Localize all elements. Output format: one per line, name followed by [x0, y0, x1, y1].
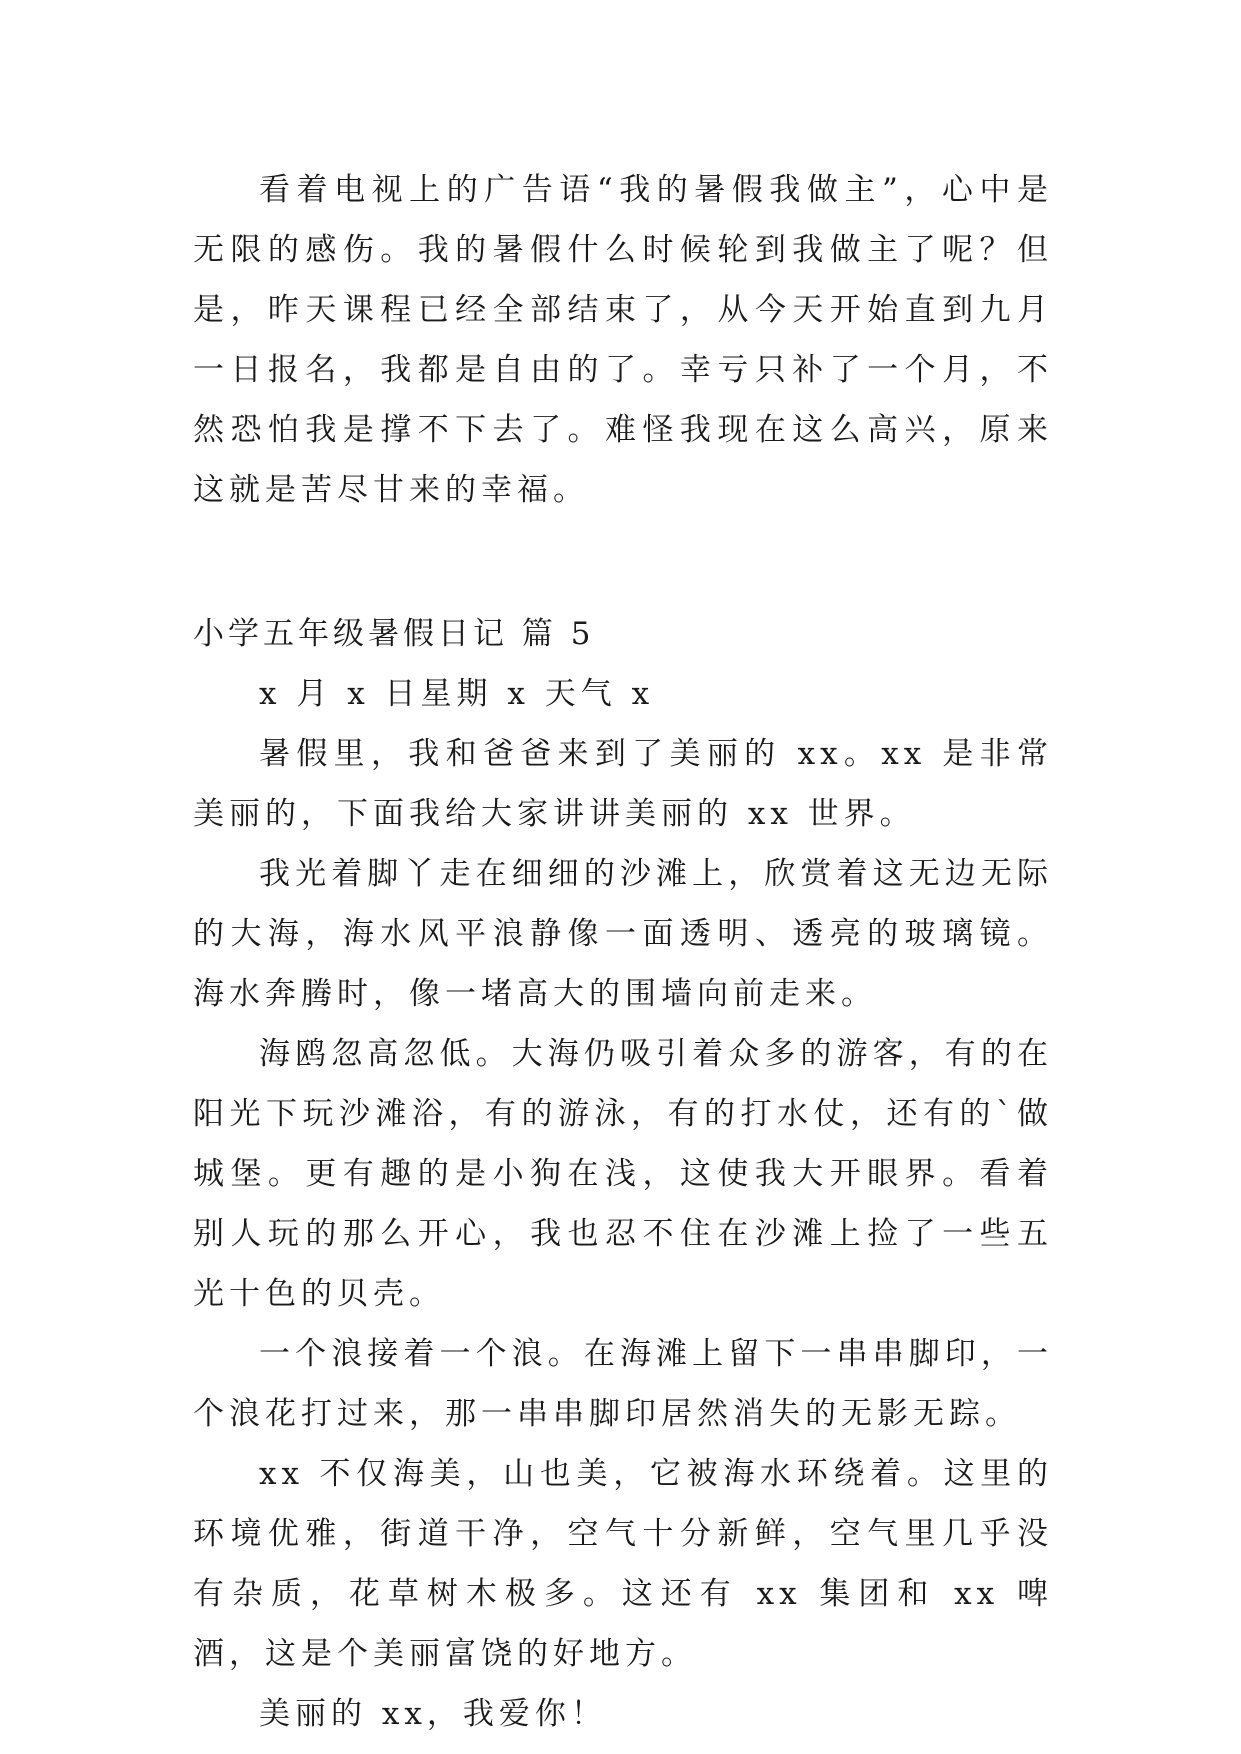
date-line: x 月 x 日星期 x 天气 x — [259, 676, 655, 712]
diary-paragraph: 暑假里，我和爸爸来到了美丽的 xx。xx 是非常美丽的，下面我给大家讲讲美丽的 xx 世界。 — [193, 736, 1053, 832]
diary-paragraph: 一个浪接着一个浪。在海滩上留下一串串脚印，一个浪花打过来，那一串串脚印居然消失的无影无踪。 — [193, 1336, 1053, 1432]
section-title: 小学五年级暑假日记 篇 5 — [193, 616, 595, 652]
intro-paragraph: 看着电视上的广告语“我的暑假我做主”，心中是无限的感伤。我的暑假什么时候轮到我做主了呢？但是，昨天课程已经全部结束了，从今天开始直到九月一日报名，我都是自由的了。幸亏只补了一个月，不然恐怕我是撑不下去了。难怪我现在这么高兴，原来这就是苦尽甘来的幸福。 — [193, 172, 1053, 508]
document-body — [193, 160, 1053, 1744]
diary-paragraph: 我光着脚丫走在细细的沙滩上，欣赏着这无边无际的大海，海水风平浪静像一面透明、透亮的玻璃镜。海水奔腾时，像一堵高大的围墙向前走来。 — [193, 856, 1053, 1012]
closing-line: 美丽的 xx，我爱你！ — [259, 1696, 607, 1732]
section-spacer — [193, 520, 1053, 604]
diary-paragraph: xx 不仅海美，山也美，它被海水环绕着。这里的环境优雅，街道干净，空气十分新鲜，空气里几乎没有杂质，花草树木极多。这还有 xx 集团和 xx 啤酒，这是个美丽富饶的好地方。 — [193, 1456, 1053, 1672]
diary-paragraph: 海鸥忽高忽低。大海仍吸引着众多的游客，有的在阳光下玩沙滩浴，有的游泳，有的打水仗，还有的`做城堡。更有趣的是小狗在浅，这使我大开眼界。看着别人玩的那么开心，我也忍不住在沙滩上捡了一些五光十色的贝壳。 — [193, 1036, 1053, 1312]
